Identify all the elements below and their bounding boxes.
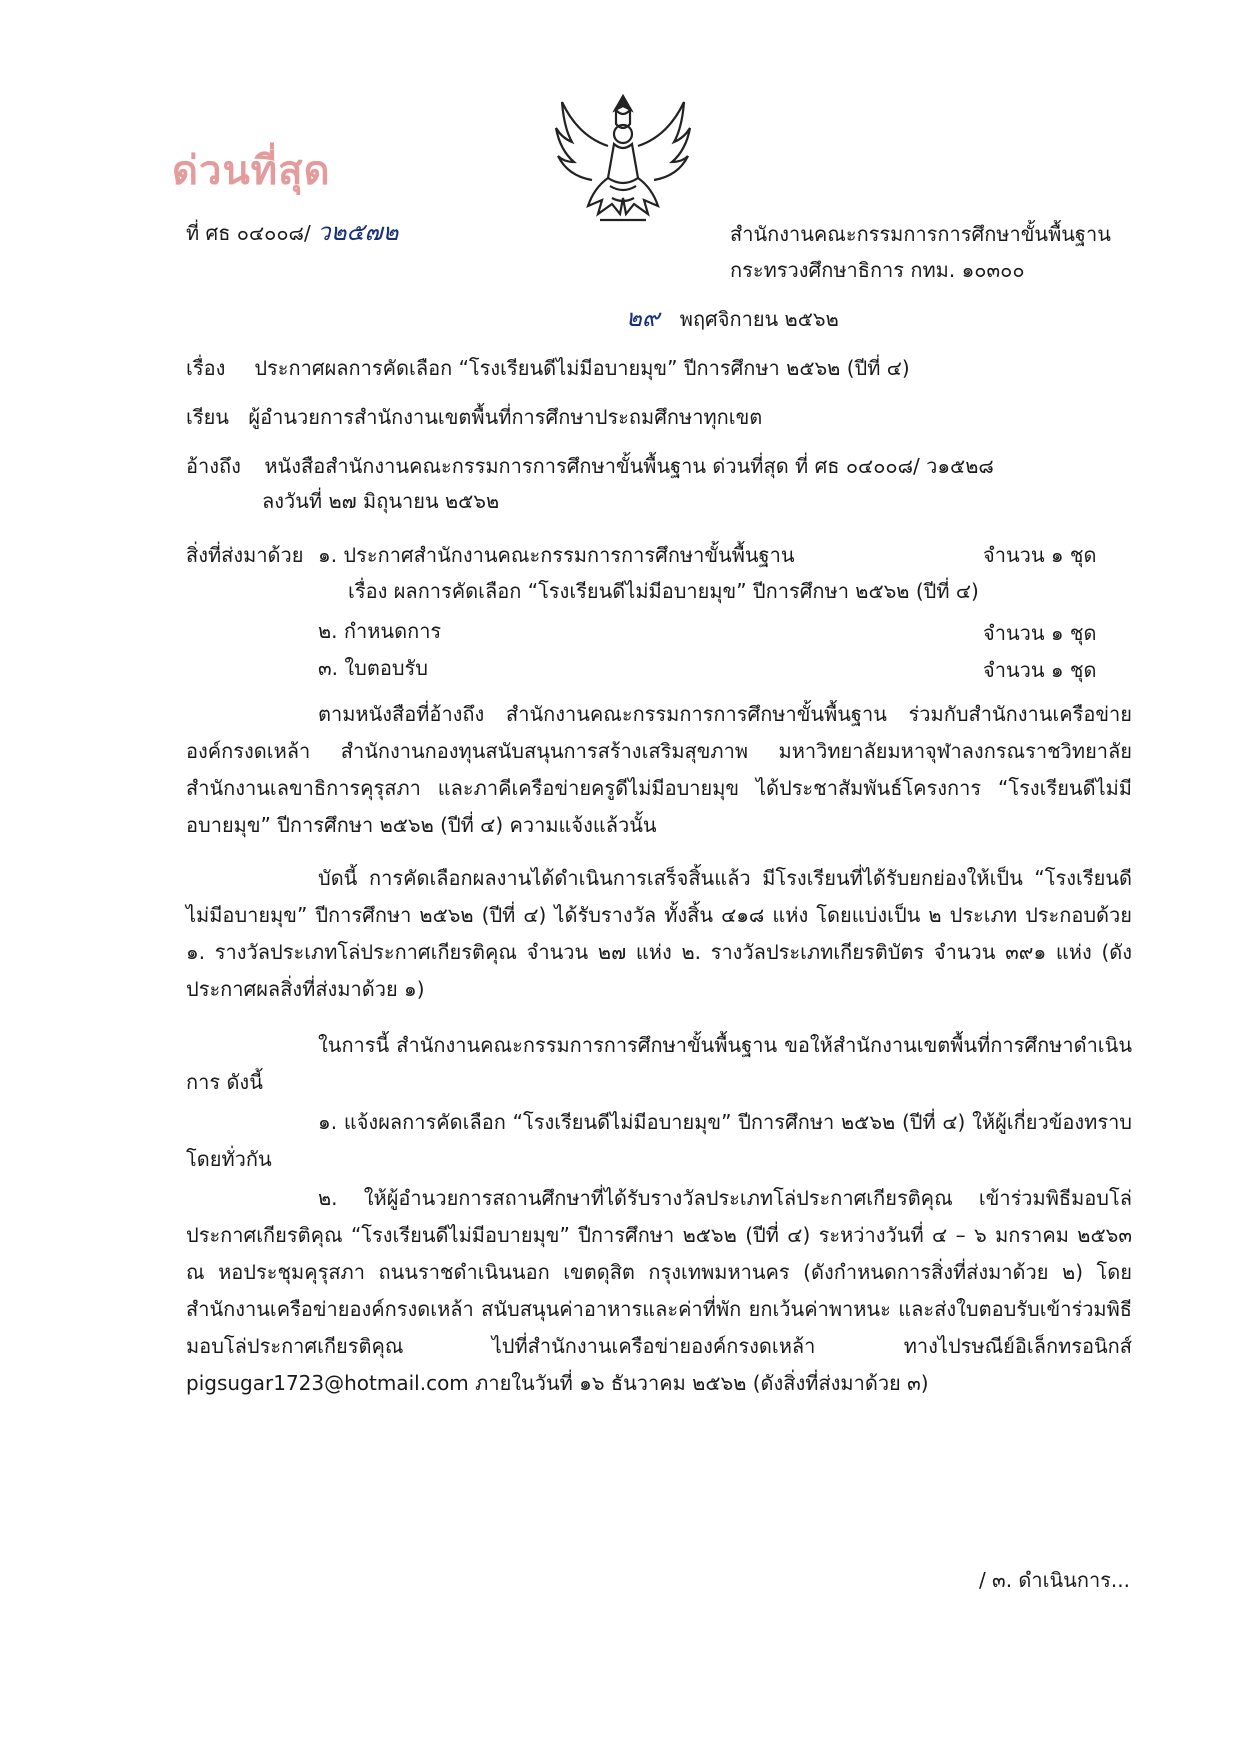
- document-date: [626, 304, 839, 333]
- body-paragraph-4: ๑. แจ้งผลการคัดเลือก “โรงเรียนดีไม่มีอบายมุข” ปีการศึกษา ๒๕๖๒ (ปีที่ ๔) ให้ผู้เกี่ยวข้องทราบ โดยทั่วกัน: [186, 1110, 1132, 1171]
- page-continuation: / ๓. ดำเนินการ...: [978, 1568, 1130, 1592]
- reference-label: อ้างถึง: [186, 454, 241, 478]
- urgent-stamp: ด่วนที่สุด: [172, 147, 331, 194]
- enclosure-item-1-detail: เรื่อง ผลการคัดเลือก “โรงเรียนดีไม่มีอบายมุข” ปีการศึกษา ๒๕๖๒ (ปีที่ ๔): [348, 579, 979, 603]
- enclosure-item-2: ๒. กำหนดการ: [318, 619, 442, 643]
- subject-text: ประกาศผลการคัดเลือก “โรงเรียนดีไม่มีอบายมุข” ปีการศึกษา ๒๕๖๒ (ปีที่ ๔): [254, 356, 910, 380]
- reference-text-2: ลงวันที่ ๒๗ มิถุนายน ๒๕๖๒: [262, 489, 500, 513]
- office-name: สำนักงานคณะกรรมการการศึกษาขั้นพื้นฐาน: [730, 222, 1111, 246]
- enclosure-item-3: ๓. ใบตอบรับ: [318, 656, 428, 680]
- recipient-line: [186, 403, 762, 431]
- body-paragraph-5: ๒. ให้ผู้อำนวยการสถานศึกษาที่ได้รับรางวัลประเภทโล่ประกาศเกียรติคุณ เข้าร่วมพิธีมอบโล่ประกาศเกียรติคุณ “โรงเรียนดีไม่มีอบายมุข” ปีการศึกษา ๒๕๖๒ (ปีที่ ๔) ระหว่างวันที่ ๔ – ๖ มกราคม ๒๕๖๓ ณ หอประชุมคุรุสภา ถนนราชดำเนินนอก เขตดุสิต กรุงเทพมหานคร (ดังกำหนดการสิ่งที่ส่งมาด้วย ๒) โดยสำนักงานเครือข่ายองค์กรงดเหล้า สนับสนุนค่าอาหารและค่าที่พัก ยกเว้นค่าพาหนะ และส่งใบตอบรับเข้าร่วมพิธีมอบโล่ประกาศเกียรติคุณ ไปที่สำนักงานเครือข่ายองค์กรงดเหล้า ทางไปรษณีย์อิเล็กทรอนิกส์ pigsugar1723@hotmail.com ภายในวันที่ ๑๖ ธันวาคม ๒๕๖๒ (ดังสิ่งที่ส่งมาด้วย ๓): [186, 1186, 1132, 1395]
- reference-text-1: หนังสือสำนักงานคณะกรรมการการศึกษาขั้นพื้นฐาน ด่วนที่สุด ที่ ศธ ๐๔๐๐๘/ ว๑๕๒๘: [264, 454, 994, 478]
- office-address: กระทรวงศึกษาธิการ กทม. ๑๐๓๐๐: [730, 258, 1025, 282]
- enclosures-label: สิ่งที่ส่งมาด้วย: [186, 543, 304, 567]
- enclosure-qty-1: จำนวน ๑ ชุด: [983, 543, 1097, 567]
- enclosure-item-1: ๑. ประกาศสำนักงานคณะกรรมการการศึกษาขั้นพื้นฐาน: [318, 543, 795, 567]
- reference-prefix: ที่ ศธ ๐๔๐๐๘/: [186, 221, 311, 245]
- enclosure-qty-3: จำนวน ๑ ชุด: [983, 658, 1097, 682]
- reference-line: [186, 452, 994, 480]
- subject-line: [186, 354, 910, 382]
- handwritten-day: ๒๙: [626, 304, 660, 332]
- body-paragraph-3: ในการนี้ สำนักงานคณะกรรมการการศึกษาขั้นพื้นฐาน ขอให้สำนักงานเขตพื้นที่การศึกษาดำเนินการ ดังนี้: [186, 1033, 1132, 1094]
- recipient-text: ผู้อำนวยการสำนักงานเขตพื้นที่การศึกษาประถมศึกษาทุกเขต: [248, 405, 763, 429]
- body-paragraph-1: ตามหนังสือที่อ้างถึง สำนักงานคณะกรรมการการศึกษาขั้นพื้นฐาน ร่วมกับสำนักงานเครือข่ายองค์กรงดเหล้า สำนักงานกองทุนสนับสนุนการสร้างเสริมสุขภาพ มหาวิทยาลัยมหาจุฬาลงกรณราชวิทยาลัย สำนักงานเลขาธิการคุรุสภา และภาคีเครือข่ายครูดีไม่มีอบายมุข ได้ประชาสัมพันธ์โครงการ “โรงเรียนดีไม่มีอบายมุข” ปีการศึกษา ๒๕๖๒ (ปีที่ ๔) ความแจ้งแล้วนั้น: [186, 702, 1132, 837]
- enclosure-qty-2: จำนวน ๑ ชุด: [983, 621, 1097, 645]
- date-month-year: พฤศจิกายน ๒๕๖๒: [679, 307, 839, 331]
- garuda-emblem-icon: [548, 86, 698, 236]
- subject-label: เรื่อง: [186, 356, 226, 380]
- recipient-label: เรียน: [186, 405, 229, 429]
- handwritten-reference: ว๒๕๗๒: [317, 218, 399, 246]
- body-paragraph-2: บัดนี้ การคัดเลือกผลงานได้ดำเนินการเสร็จสิ้นแล้ว มีโรงเรียนที่ได้รับยกย่องให้เป็น “โรงเรียนดีไม่มีอบายมุข” ปีการศึกษา ๒๕๖๒ (ปีที่ ๔) ได้รับรางวัล ทั้งสิ้น ๔๑๘ แห่ง โดยแบ่งเป็น ๒ ประเภท ประกอบด้วย ๑. รางวัลประเภทโล่ประกาศเกียรติคุณ จำนวน ๒๗ แห่ง ๒. รางวัลประเภทเกียรติบัตร จำนวน ๓๙๑ แห่ง (ดังประกาศผลสิ่งที่ส่งมาด้วย ๑): [186, 866, 1132, 1001]
- reference-number: [186, 218, 398, 247]
